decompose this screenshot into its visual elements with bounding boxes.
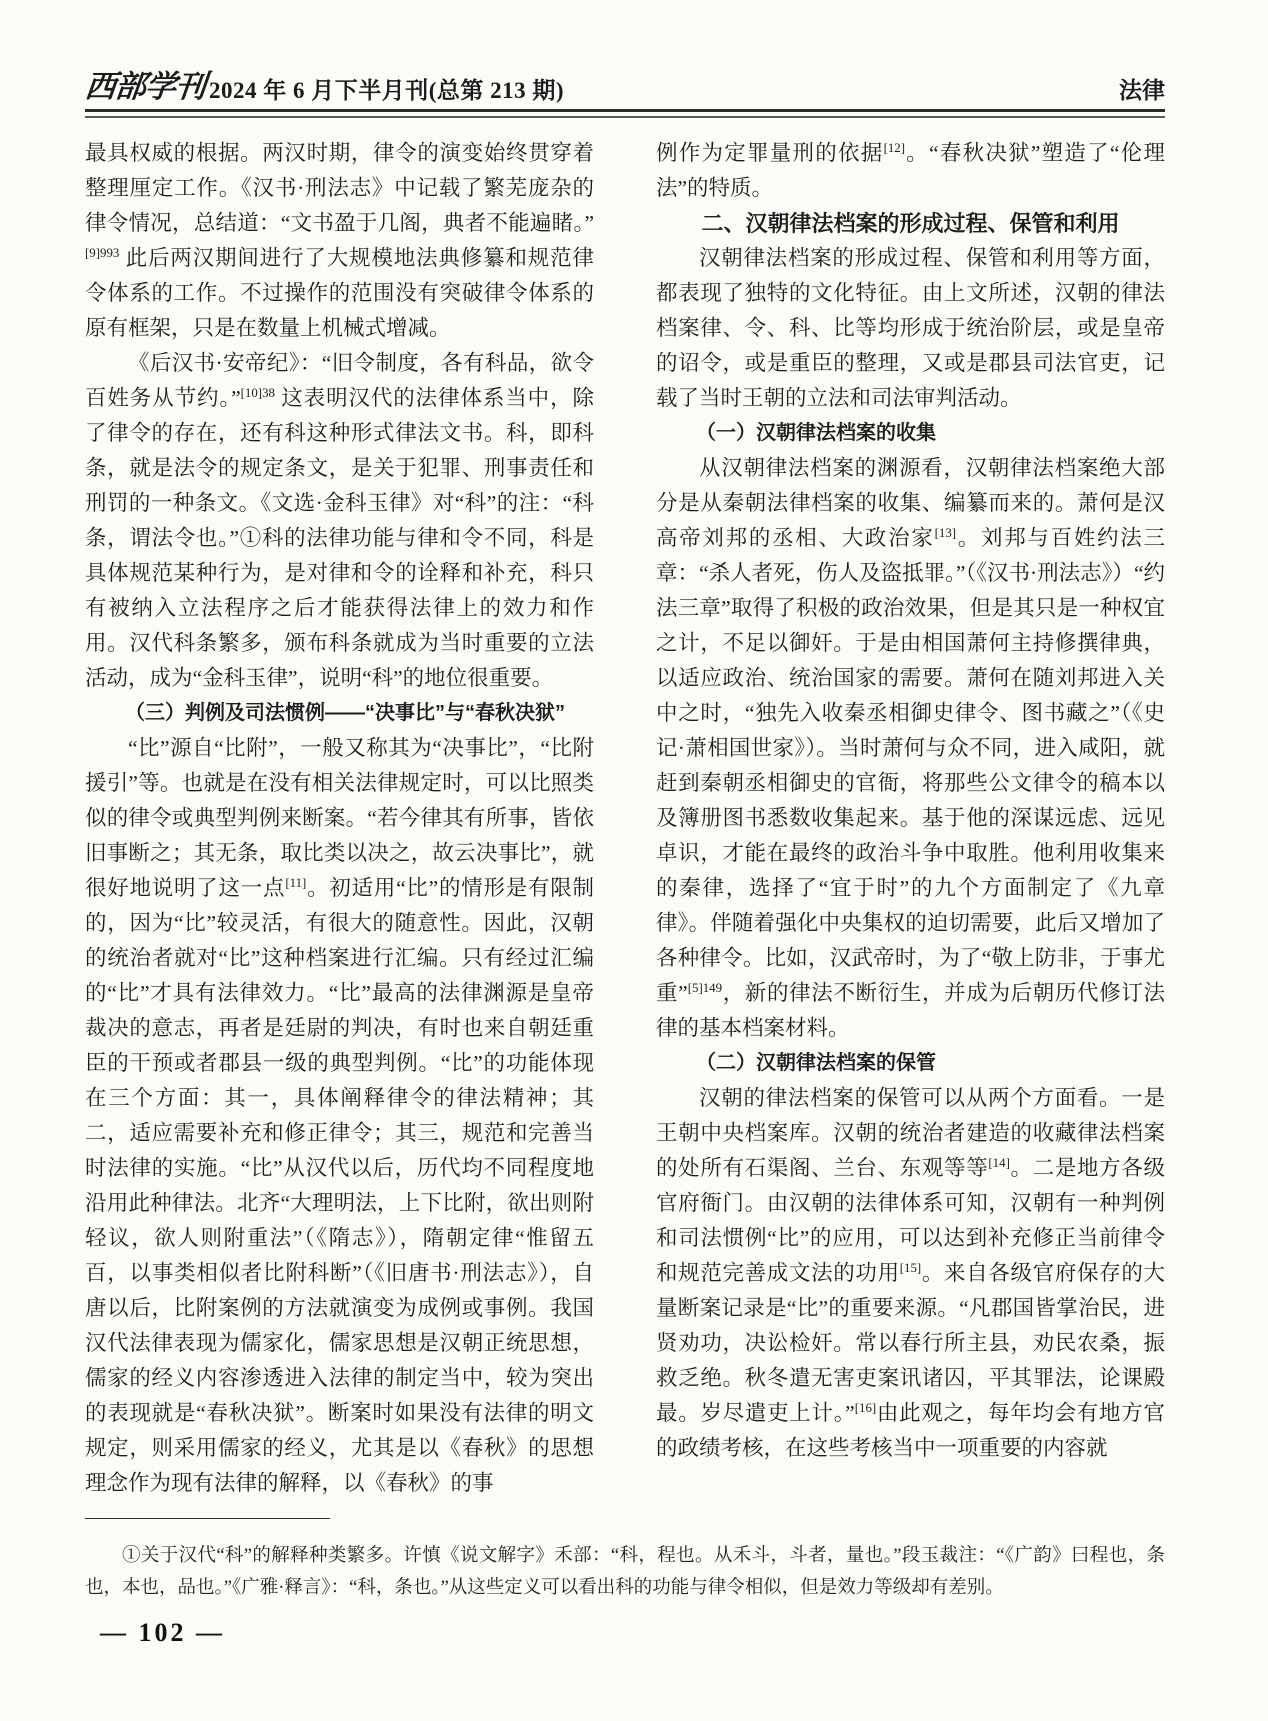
paragraph-continued: 最具权威的根据。两汉时期，律令的演变始终贯穿着整理厘定工作。《汉书·刑法志》中记载了繁芜庞杂的律令情况，总结道：“文书盈于几阁，典者不能遍睹。”$^{[9]993}$ 此后两汉期间进行了大规模地法典修纂和规范律令体系的工作。不过操作的范围没有突破律令体系的原有框架，只是在数量上机械式增减。 xyxy=(85,141,594,340)
section-heading: 二、汉朝律法档案的形成过程、保管和利用 xyxy=(701,211,1120,236)
page-number: — 102 — xyxy=(100,1618,225,1647)
subsection-heading: （二）汉朝律法档案的保管 xyxy=(696,1052,936,1074)
footnote-text: ①关于汉代“科”的解释种类繁多。许慎《说文解字》禾部：“科，程也。从禾斗，斗者，量也。”段玉裁注：“《广韵》曰程也，条也，本也，品也。”《广雅·释言》：“科，条也。”从这些定义可以看出科的功能与律令相似，但是效力等级却有差别。 xyxy=(85,1546,1165,1598)
header-double-rule xyxy=(85,109,1165,118)
page-header xyxy=(83,69,1165,105)
section-label: 法律 xyxy=(1119,76,1165,103)
issue-info: 2024 年 6 月下半月刊(总第 213 期) xyxy=(209,77,565,103)
reference-superscript: [14] xyxy=(988,1155,1010,1170)
paragraph: “比”源自“比附”，一般又称其为“决事比”，“比附援引”等。也就是在没有相关法律规定时，可以比照类似的律令或典型判例来断案。“若今律其有所事，皆依旧事断之；其无条，取比类以决之，故云决事比”，就很好地说明了这一点[11]。初适用“比”的情形是有限制的，因为“比”较灵活，有很大的随意性。因此，汉朝的统治者就对“比”这种档案进行汇编。只有经过汇编的“比”才具有法律效力。“比”最高的法律渊源是皇帝裁决的意志，再者是廷尉的判决，有时也来自朝廷重臣的干预或者郡县一级的典型判例。“比”的功能体现在三个方面：其一，具体阐释律令的律法精神；其二，适应需要补充和修正律令；其三，规范和完善当时法律的实施。“比”从汉代以后，历代均不同程度地沿用此种律法。北齐“大理明法，上下比附，欲出则附轻议，欲人则附重法”（《隋志》），隋朝定律“惟留五百，以事类相似者比附科断”（《旧唐书·刑法志》），自唐以后，比附案例的方法就演变为成例或事例。我国汉代法律表现为儒家化，儒家思想是汉朝正统思想，儒家的经义内容渗透进入法律的制定当中，较为突出的表现就是“春秋决狱”。断案时如果没有法律的明文规定，则采用儒家的经义，尤其是以《春秋》的思想理念作为现有法律的解释，以《春秋》的事 xyxy=(85,736,594,1495)
subsection-heading: （一）汉朝律法档案的收集 xyxy=(696,422,936,444)
paragraph-continued: 例作为定罪量刑的依据[12]。“春秋决狱”塑造了“伦理法”的特质。 xyxy=(656,140,1165,200)
journal-logo: 西部学刊 xyxy=(83,69,207,105)
subsection-heading: （三）判例及司法惯例——“决事比”与“春秋决狱” xyxy=(125,702,565,724)
reference-superscript: [10]38 xyxy=(240,385,275,400)
article-body xyxy=(85,136,1165,1501)
reference-superscript: [13] xyxy=(934,525,957,540)
reference-superscript: [5]149 xyxy=(687,980,723,995)
paragraph: 《后汉书·安帝纪》：“旧令制度，各有科品，欲令百姓务从节约。”$^{[10]38}$ 这表明汉代的法律体系当中，除了律令的存在，还有科这种形式律法文书。科，即科条，就是法令的规定条文，是关于犯罪、刑事责任和刑罚的一种条文。《文选·金科玉律》对“科”的注：“科条，谓法令也。”①科的法律功能与律和令不同，科是具体规范某种行为，是对律和令的诠释和补充，科只有被纳入立法程序之后才能获得法律上的效力和作用。汉代科条繁多，颁布科条就成为当时重要的立法活动，成为“金科玉律”，说明“科”的地位很重要。 xyxy=(85,351,594,690)
paragraph: 汉朝律法档案的形成过程、保管和利用等方面，都表现了独特的文化特征。由上文所述，汉朝的律法档案律、令、科、比等均形成于统治阶层，或是皇帝的诏令，或是重臣的整理，又或是郡县司法官吏，记载了当时王朝的立法和司法审判活动。 xyxy=(656,246,1165,410)
header-journal-info xyxy=(83,69,565,105)
reference-superscript: [12] xyxy=(883,140,906,155)
left-column xyxy=(85,136,594,1501)
footnote-divider xyxy=(85,1518,330,1519)
paragraph: 汉朝的律法档案的保管可以从两个方面看。一是王朝中央档案库。汉朝的统治者建造的收藏律法档案的处所有石渠阁、兰台、东观等等[14]。二是地方各级官府衙门。由汉朝的法律体系可知，汉朝有一种判例和司法惯例“比”的应用，可以达到补充修正当前律令和规范完善成文法的功用[15]。来自各级官府保存的大量断案记录是“比”的重要来源。“凡郡国皆掌治民，进贤劝功，决讼检奸。常以春行所主县，劝民农桑，振救乏绝。秋冬遣无害吏案讯诸囚，平其罪法，论课殿最。岁尽遣吏上计。”[16]由此观之，每年均会有地方官的政绩考核，在这些考核当中一项重要的内容就 xyxy=(656,1086,1165,1460)
right-column xyxy=(656,136,1165,1501)
paragraph: 从汉朝律法档案的渊源看，汉朝律法档案绝大部分是从秦朝法律档案的收集、编纂而来的。萧何是汉高帝刘邦的丞相、大政治家[13]。刘邦与百姓约法三章：“杀人者死，伤人及盗抵罪。”（《汉书·刑法志》）“约法三章”取得了积极的政治效果，但是其只是一种权宜之计，不足以御奸。于是由相国萧何主持修撰律典，以适应政治、统治国家的需要。萧何在随刘邦进入关中之时，“独先入收秦丞相御史律令、图书藏之”（《史记·萧相国世家》）。当时萧何与众不同，进入咸阳，就赶到秦朝丞相御史的官衙，将那些公文律令的稿本以及簿册图书悉数收集起来。基于他的深谋远虑、远见卓识，才能在最终的政治斗争中取胜。他利用收集来的秦律，选择了“宜于时”的九个方面制定了《九章律》。伴随着强化中央集权的迫切需要，此后又增加了各种律令。比如，汉武帝时，为了“敬上防非，于事尤重”$^{[5]149}$，新的律法不断衍生，并成为后朝历代修订法律的基本档案材料。 xyxy=(656,456,1165,1040)
reference-superscript: [11] xyxy=(285,875,307,890)
reference-superscript: [9]993 xyxy=(85,245,120,260)
reference-superscript: [15] xyxy=(899,1260,922,1275)
reference-superscript: [16] xyxy=(854,1400,877,1415)
